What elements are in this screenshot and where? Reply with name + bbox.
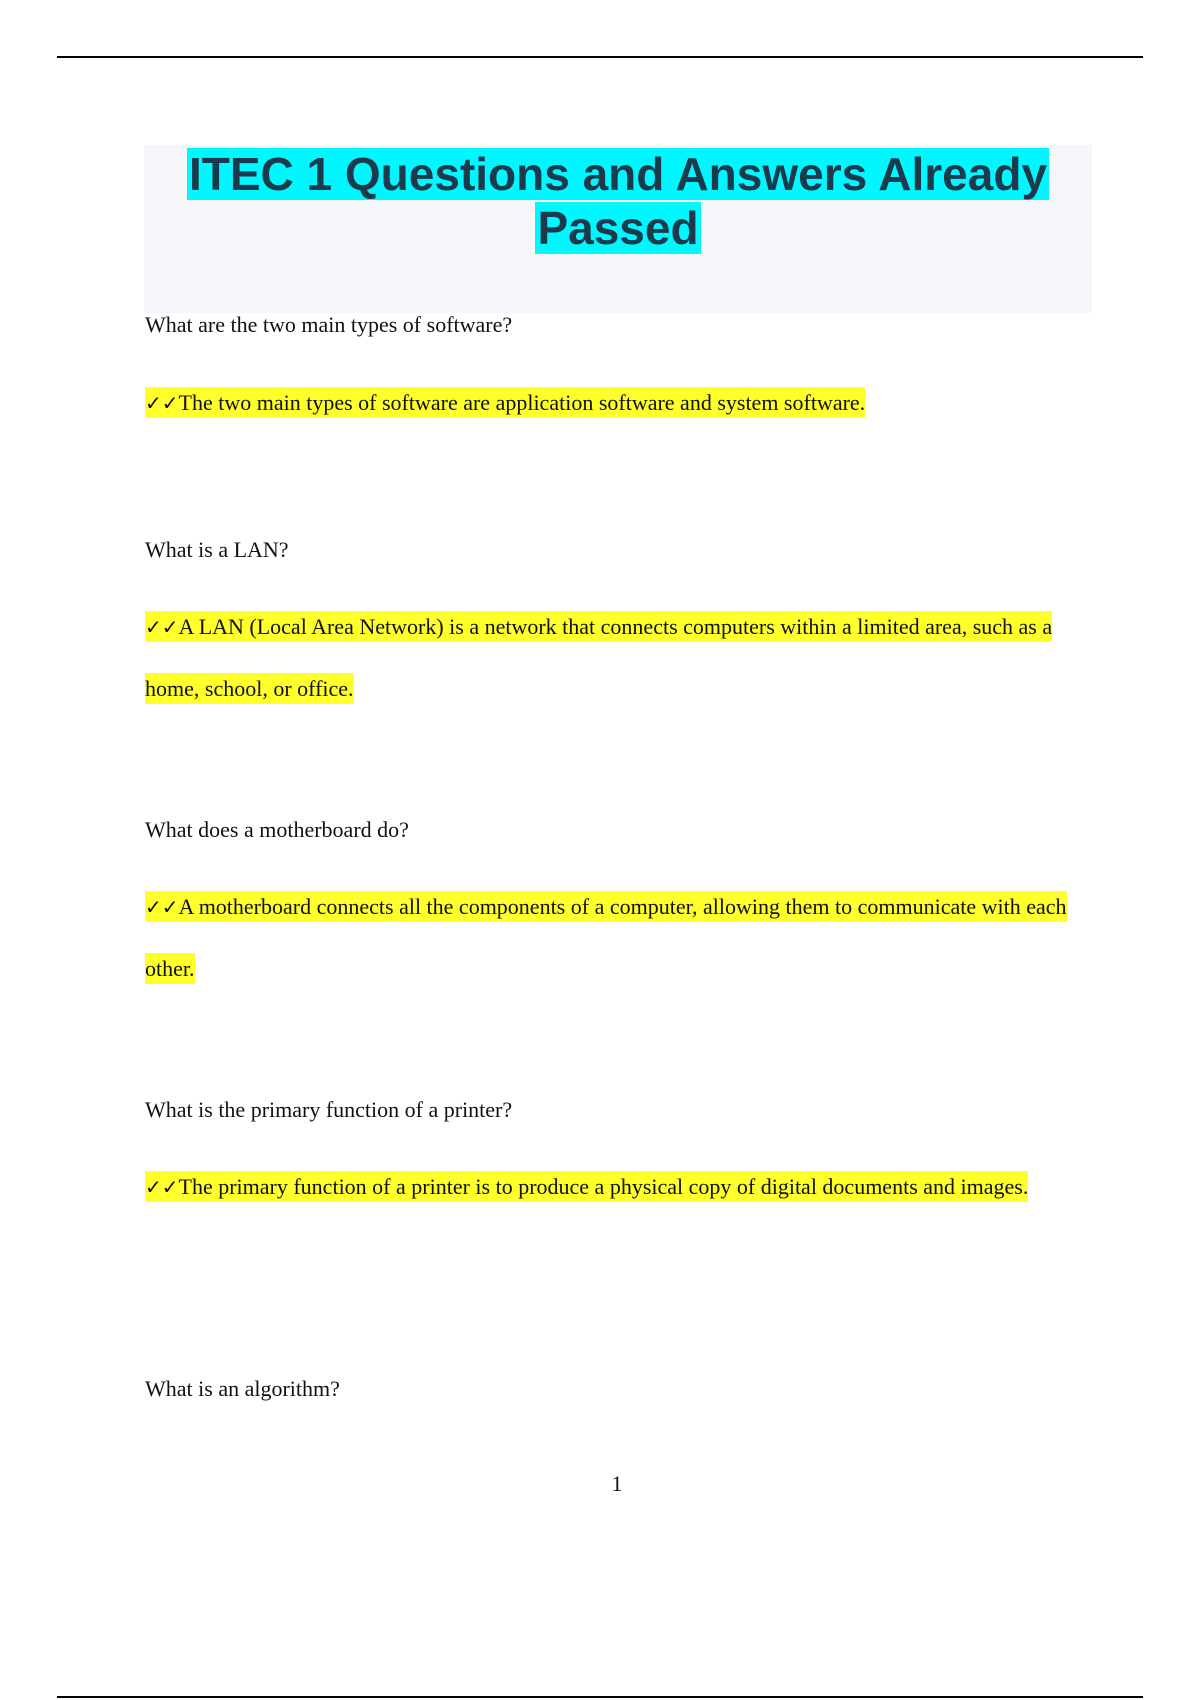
check-icon: ✓✓ [145,895,179,919]
check-icon: ✓✓ [145,615,179,639]
answer-4-text: The primary function of a printer is to produce a physical copy of digital documents and images. [178,1174,1029,1199]
title-line-2: Passed [537,202,699,254]
answer-2 [145,596,1080,719]
answer-4 [145,1156,1080,1218]
answer-2-highlight [145,611,1052,704]
question-3: What does a motherboard do? [145,817,409,842]
answer-3-highlight [145,891,1067,984]
answer-1-text: The two main types of software are application software and system software. [178,390,866,415]
check-icon: ✓✓ [145,1175,179,1199]
question-2: What is a LAN? [145,537,289,562]
question-4: What is the primary function of a printer? [145,1097,513,1122]
page-number: 1 [611,1471,623,1496]
bottom-rule [57,1696,1143,1698]
answer-4-highlight [145,1171,1028,1202]
question-5: What is an algorithm? [145,1376,340,1401]
answer-1 [145,372,1080,434]
check-icon: ✓✓ [145,391,179,415]
answer-3 [145,876,1080,999]
answer-2-text: A LAN (Local Area Network) is a network that connects computers within a limited area, such as a home, school, or office. [145,614,1053,701]
title-line-1: ITEC 1 Questions and Answers Already [188,148,1048,200]
document-title [144,145,1092,313]
answer-3-text: A motherboard connects all the components of a computer, allowing them to communicate with each other. [145,894,1067,981]
answer-1-highlight [145,387,865,418]
question-1: What are the two main types of software? [145,312,513,337]
top-rule [57,56,1143,58]
